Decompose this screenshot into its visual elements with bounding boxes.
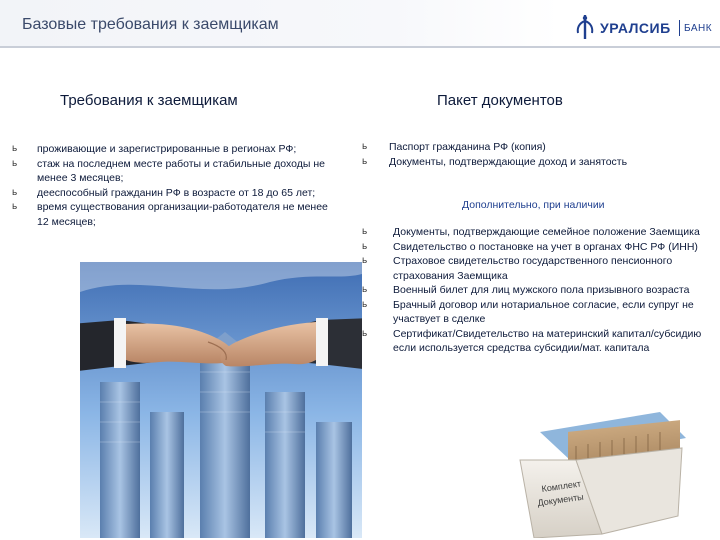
list-item: ь время существования организации-работодателя не менее 12 месяцев; [12, 201, 328, 228]
bullet-icon: ь [362, 155, 368, 167]
additional-documents-list [362, 225, 712, 356]
document-folder-icon [510, 408, 690, 538]
bullet-icon: ь [362, 226, 368, 237]
folder-label-line1: Комплект [540, 478, 582, 494]
bullet-icon: ь [12, 143, 18, 154]
slide-header [0, 0, 720, 56]
list-item: ь Паспорт гражданина РФ (копия) [362, 141, 546, 153]
borrower-requirements-heading: Требования к заемщикам [60, 92, 238, 109]
list-item: ь Свидетельство о постановке на учет в органах ФНС РФ (ИНН) [362, 240, 698, 253]
bullet-icon: ь [362, 327, 368, 339]
list-item: ь Документы, подтверждающие доход и занятость [362, 155, 628, 168]
bullet-icon: ь [362, 298, 368, 310]
bullet-icon: ь [12, 201, 18, 212]
header-divider [0, 46, 720, 48]
documents-list [362, 140, 712, 169]
list-item: ь проживающие и зарегистрированные в регионах РФ; [12, 143, 297, 155]
bullet-icon: ь [362, 284, 368, 295]
uralsib-logo-icon [574, 14, 596, 40]
list-item: ь Страховое свидетельство государственного пенсионного страхования Заемщика [362, 255, 673, 282]
list-item: ь стаж на последнем месте работы и стабильные доходы не менее 3 месяцев; [12, 157, 325, 184]
logo-bank-label: БАНК [684, 23, 713, 34]
logo-name: УРАЛСИБ [600, 20, 671, 36]
bullet-icon: ь [362, 255, 368, 266]
list-item: ь Сертификат/Свидетельство на материнский капитал/субсидию если используется средства субсидии/мат. капитала [362, 327, 702, 354]
handshake-photo [80, 262, 362, 538]
bullet-icon: ь [12, 186, 18, 198]
bullet-icon: ь [362, 141, 368, 152]
bullet-icon: ь [362, 240, 368, 252]
requirements-list [12, 142, 342, 229]
bullet-icon: ь [12, 157, 18, 169]
brand-logo [574, 14, 714, 40]
list-item: ь Брачный договор или нотариальное согласие, если супруг не участвует в сделке [362, 298, 694, 325]
list-item: ь Документы, подтверждающие семейное положение Заемщика [362, 226, 700, 238]
slide-title: Базовые требования к заемщикам [22, 16, 279, 33]
logo-separator [679, 20, 680, 36]
documents-package-heading: Пакет документов [437, 92, 563, 109]
list-item: ь дееспособный гражданин РФ в возрасте от 18 до 65 лет; [12, 186, 316, 199]
list-item: ь Военный билет для лиц мужского пола призывного возраста [362, 284, 690, 296]
folder-label-line2: Документы [536, 491, 585, 508]
additional-documents-subheading: Дополнительно, при наличии [462, 199, 605, 211]
